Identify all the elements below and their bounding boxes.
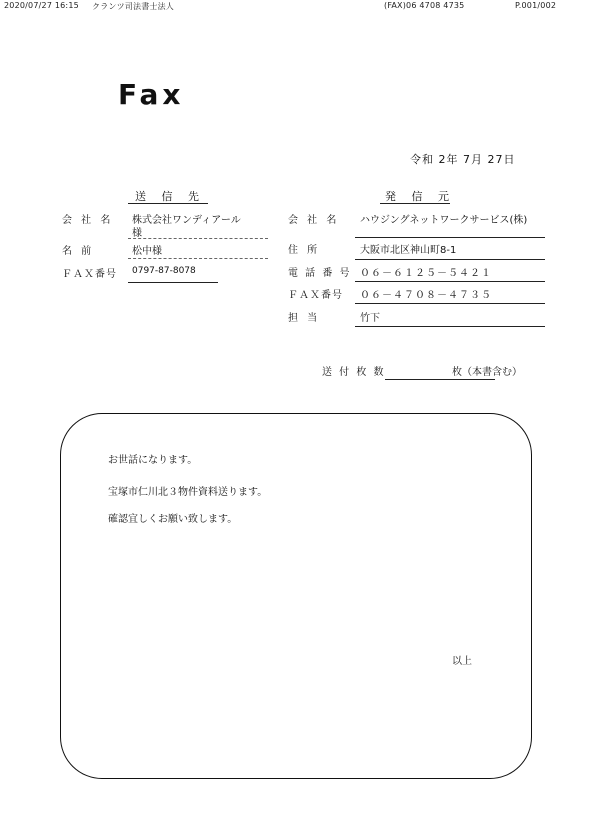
sender-heading: 発 信 元 <box>385 190 455 203</box>
sender-company-value: ハウジングネットワークサービス(株) <box>360 215 528 226</box>
fax-header-page: P.001/002 <box>515 1 557 10</box>
message-closing: 以上 <box>452 656 472 667</box>
recipient-name-label: 名 前 <box>62 246 95 257</box>
sender-fax-label: ＦＡＸ番号 <box>288 290 343 301</box>
sender-tel-label: 電 話 番 号 <box>288 268 352 279</box>
sender-person-label: 担 当 <box>288 313 321 324</box>
fax-header-sender: クランツ司法書士法人 <box>92 2 174 11</box>
recipient-company-label: 会 社 名 <box>62 215 114 226</box>
sender-fax-value: ０６－４７０８－４７３５ <box>360 290 492 301</box>
sender-address-label: 住 所 <box>288 245 321 256</box>
message-line-3: 確認宜しくお願い致します。 <box>108 514 238 525</box>
pages-suffix: 枚（本書含む） <box>452 367 522 378</box>
recipient-name-value: 松中様 <box>132 246 162 257</box>
document-title: Fax <box>118 78 185 111</box>
fax-header-datetime: 2020/07/27 16:15 <box>4 1 79 10</box>
sender-address-value: 大阪市北区神山町8-1 <box>360 245 457 256</box>
sender-company-label: 会 社 名 <box>288 215 340 226</box>
pages-label: 送 付 枚 数 <box>322 367 386 378</box>
sender-person-value: 竹下 <box>360 313 380 324</box>
fax-header-number: (FAX)06 4708 4735 <box>384 1 465 10</box>
recipient-fax-label: ＦＡＸ番号 <box>62 269 117 280</box>
message-line-1: お世話になります。 <box>108 455 198 466</box>
sender-tel-value: ０６－６１２５－５４２１ <box>360 268 492 279</box>
recipient-fax-value: 0797-87-8078 <box>132 266 196 276</box>
message-box <box>60 413 532 779</box>
document-date: 令和 2年 7月 27日 <box>410 153 516 166</box>
recipient-company-value: 株式会社ワンディアール <box>132 215 241 226</box>
recipient-heading: 送 信 先 <box>135 190 205 203</box>
recipient-company-suffix: 様 <box>132 228 142 239</box>
message-line-2: 宝塚市仁川北３物件資料送ります。 <box>108 487 268 498</box>
